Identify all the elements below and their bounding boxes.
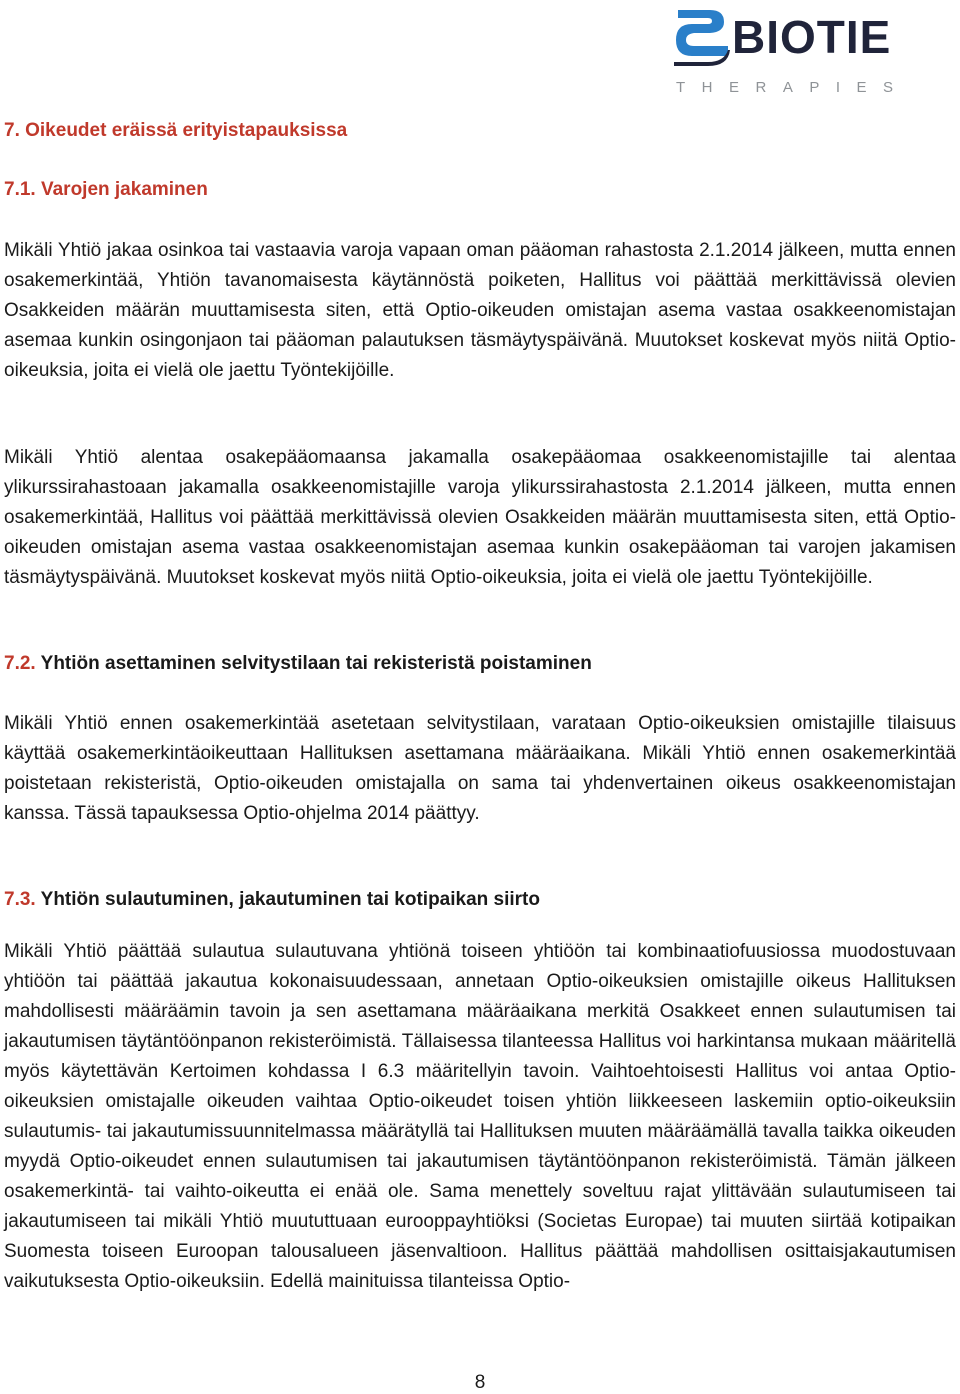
page-number: 8	[474, 1372, 486, 1393]
paragraph: Mikäli Yhtiö jakaa osinkoa tai vastaavia varoja vapaan oman pääoman rahastosta 2.1.2014 jälkeen, mutta ennen osakemerkintää, Yhtiön tavanomaisesta käytännöstä poiketen, Hallitus voi päättää merkittävissä olevien Osakkeiden määrän muuttamisesta siten, että Optio-oikeuden omistajan asema vastaa osakkeenomistajan asemaa kunkin osingonjaon tai pääoman palautuksen täsmäytyspäivänä. Muutokset koskevat myös niitä Optio-oikeuksia, joita ei vielä ole jaettu Työntekijöille.	[4, 240, 956, 381]
paragraph: Mikäli Yhtiö alentaa osakepääomaansa jakamalla osakepääomaa osakkeenomistajille tai alentaa ylikurssirahastoaan jakamalla osakkeenomistajille varoja ylikurssirahastosta 2.1.2014 jälkeen, mutta ennen osakemerkintää, Hallitus voi päättää merkittävissä olevien Osakkeiden määrän muuttamisesta siten, että Optio-oikeuden omistajan asema vastaa osakkeenomistajan asemaa kunkin osakepääoman tai varojen jakamisen täsmäytyspäivänä. Muutokset koskevat myös niitä Optio-oikeuksia, joita ei vielä ole jaettu Työntekijöille.	[4, 447, 956, 588]
section-title: 7. Oikeudet eräissä erityistapauksissa	[4, 120, 348, 141]
subsection-number: 7.1.	[4, 179, 36, 200]
subsection-title: Varojen jakaminen	[40, 179, 208, 200]
subsection-title: Yhtiön asettaminen selvitystilaan tai rekisteristä poistaminen	[40, 653, 592, 674]
subsection-7-2-heading	[4, 653, 592, 675]
logo-s-mark-icon	[672, 6, 732, 68]
biotie-logo	[672, 6, 916, 96]
paragraph: Mikäli Yhtiö päättää sulautua sulautuvana yhtiönä toiseen yhtiöön tai kombinaatiofuusiossa muodostuvaan yhtiöön tai päättää jakautua kokonaisuudessaan, annetaan Optio-oikeuksien omistajille oikeus Hallituksen mahdollisesti määräämin tavoin ja sen asettamana määräaikana merkitä Osakkeet ennen sulautumisen tai jakautumisen täytäntöönpanon rekisteröimistä. Tällaisessa tilanteessa Hallitus voi harkintansa mukaan määritellä myös käytettävän Kertoimen kohdassa I 6.3 määritellyin tavoin. Vaihtoehtoisesti Hallitus voi antaa Optio-oikeuksien omistajalle oikeuden vaihtaa Optio-oikeudet toisen yhtiön liikkeeseen laskemiin optio-oikeuksiin sulautumis- tai jakautumissuunnitelmassa määrätyllä tai Hallituksen muuten määräämällä tavalla taikka oikeuden myydä Optio-oikeudet ennen sulautumisen tai jakautumisen täytäntöönpanon rekisteröimistä. Tämän jälkeen osakemerkintä- tai vaihto-oikeutta ei enää ole. Sama menettely soveltuu rajat ylittävään sulautumiseen tai jakautumiseen tai mikäli Yhtiö muututtuaan eurooppayhtiöksi (Societas Europae) tai muuten siirtää kotipaikan Suomesta toiseen Euroopan talousalueen jäsenvaltioon. Hallitus päättää mahdollisen osittaisjakautumisen vaikutuksesta Optio-oikeuksiin. Edellä mainituissa tilanteissa Optio-	[4, 941, 956, 1292]
subsection-7-1-heading	[4, 179, 208, 201]
subsection-7-3-heading	[4, 889, 540, 911]
subsection-number: 7.2.	[4, 653, 36, 674]
subsection-title: Yhtiön sulautuminen, jakautuminen tai kotipaikan siirto	[40, 889, 540, 910]
logo-wordmark: BIOTIE	[732, 11, 892, 63]
logo-tagline: THERAPIES	[676, 79, 910, 96]
paragraph: Mikäli Yhtiö ennen osakemerkintää asetetaan selvitystilaan, varataan Optio-oikeuksien omistajille tilaisuus käyttää osakemerkintäoikeuttaan Hallituksen asettamana määräaikana. Mikäli Yhtiö ennen osakemerkintää poistetaan rekisteristä, Optio-oikeuden omistajalla on sama tai yhdenvertainen oikeus osakkeenomistajan kanssa. Tässä tapauksessa Optio-ohjelma 2014 päättyy.	[4, 713, 956, 824]
subsection-number: 7.3.	[4, 889, 36, 910]
